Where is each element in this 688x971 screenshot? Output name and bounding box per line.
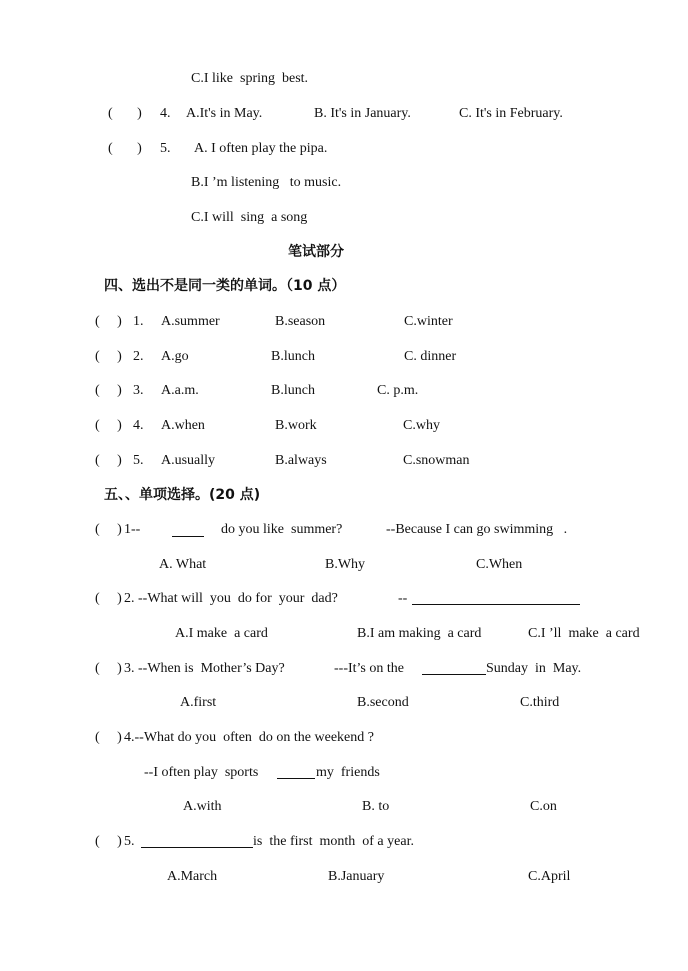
s5-q5-option-c: C.April: [528, 869, 571, 884]
s5-q2-question-text: 2. --What will you do for your dad?: [124, 591, 338, 606]
listening-q4-option-b: B. It's in January.: [314, 106, 411, 121]
s5-q3-option-b: B.second: [357, 695, 409, 710]
s4-q5-paren[interactable]: ( ): [95, 453, 122, 468]
s5-q4-option-b: B. to: [362, 799, 390, 814]
s5-q2-option-c: C.I ’ll make a card: [528, 626, 640, 641]
s5-q4-paren[interactable]: ( ): [95, 730, 122, 745]
s5-q3-option-c: C.third: [520, 695, 560, 710]
s5-q4-answer-text: --I often play sports: [144, 765, 259, 780]
s5-q5-option-b: B.January: [328, 869, 385, 884]
s5-q3-answer-tail: Sunday in May.: [486, 661, 582, 676]
s5-q1-answer-text: --Because I can go swimming .: [386, 522, 568, 537]
s4-q5-number: 5.: [133, 453, 144, 468]
listening-q5-number: 5.: [160, 141, 171, 156]
s5-q3-option-a: A.first: [180, 695, 217, 710]
s5-q3-blank[interactable]: [422, 662, 486, 675]
s5-q3-answer-text: ---It’s on the: [334, 661, 404, 676]
s4-q2-paren[interactable]: ( ): [95, 349, 122, 364]
s5-q5-prefix: 5.: [124, 834, 135, 849]
s5-q5-blank[interactable]: [141, 835, 253, 848]
s5-q5-option-a: A.March: [167, 869, 218, 884]
s4-q5-option-a: A.usually: [161, 453, 216, 468]
listening-q5-option-a: A. I often play the pipa.: [194, 141, 328, 156]
s4-q4-number: 4.: [133, 418, 144, 433]
written-part-title: 笔试部分: [288, 244, 344, 260]
s4-q5-option-c: C.snowman: [403, 453, 470, 468]
s5-q2-blank[interactable]: [412, 592, 580, 605]
s4-q3-number: 3.: [133, 383, 144, 398]
s4-q4-option-a: A.when: [161, 418, 205, 433]
s4-q2-option-c: C. dinner: [404, 349, 457, 364]
s5-q4-answer-tail: my friends: [316, 765, 380, 780]
s5-q1-option-c: C.When: [476, 557, 523, 572]
section4-heading: 四、选出不是同一类的单词。（10 点）: [104, 278, 346, 294]
s5-q5-paren[interactable]: ( ): [95, 834, 122, 849]
s4-q3-option-a: A.a.m.: [161, 383, 199, 398]
s4-q1-option-c: C.winter: [404, 314, 453, 329]
s4-q3-option-b: B.lunch: [271, 383, 315, 398]
s5-q1-prefix: 1--: [124, 522, 141, 537]
s5-q2-paren[interactable]: ( ): [95, 591, 122, 606]
listening-q4-option-c: C. It's in February.: [459, 106, 563, 121]
section5-heading: 五、、单项选择。(20 点): [104, 487, 261, 503]
s4-q4-option-b: B.work: [275, 418, 317, 433]
s5-q2-option-a: A.I make a card: [175, 626, 268, 641]
s5-q4-blank[interactable]: [277, 766, 315, 779]
s5-q4-option-c: C.on: [530, 799, 557, 814]
s5-q3-paren[interactable]: ( ): [95, 661, 122, 676]
s4-q1-paren[interactable]: ( ): [95, 314, 122, 329]
s5-q1-option-b: B.Why: [325, 557, 366, 572]
s5-q2-option-b: B.I am making a card: [357, 626, 482, 641]
listening-q4-option-a: A.It's in May.: [186, 106, 263, 121]
s4-q1-number: 1.: [133, 314, 144, 329]
listening-q4-paren[interactable]: ( ): [108, 106, 142, 121]
s5-q4-option-a: A.with: [183, 799, 222, 814]
s5-q5-question-text: is the first month of a year.: [253, 834, 414, 849]
s4-q1-option-b: B.season: [275, 314, 326, 329]
s4-q4-option-c: C.why: [403, 418, 440, 433]
s4-q4-paren[interactable]: ( ): [95, 418, 122, 433]
s4-q3-paren[interactable]: ( ): [95, 383, 122, 398]
s4-q5-option-b: B.always: [275, 453, 327, 468]
listening-q5-option-b: B.I ’m listening to music.: [191, 175, 342, 190]
listening-q5-paren[interactable]: ( ): [108, 141, 142, 156]
s5-q1-paren[interactable]: ( ): [95, 522, 122, 537]
s5-q4-question-text: 4.--What do you often do on the weekend ?: [124, 730, 374, 745]
s4-q1-option-a: A.summer: [161, 314, 220, 329]
listening-q5-option-c: C.I will sing a song: [191, 210, 308, 225]
s5-q1-option-a: A. What: [159, 557, 207, 572]
s4-q3-option-c: C. p.m.: [377, 383, 419, 398]
s5-q1-question-text: do you like summer?: [221, 522, 343, 537]
s4-q2-option-a: A.go: [161, 349, 189, 364]
s4-q2-option-b: B.lunch: [271, 349, 315, 364]
listening-q3-option-c: C.I like spring best.: [191, 71, 309, 86]
listening-q4-number: 4.: [160, 106, 171, 121]
s5-q2-answer-prefix: --: [398, 591, 408, 606]
s5-q1-blank[interactable]: [172, 524, 204, 537]
s5-q3-question-text: 3. --When is Mother’s Day?: [124, 661, 285, 676]
s4-q2-number: 2.: [133, 349, 144, 364]
